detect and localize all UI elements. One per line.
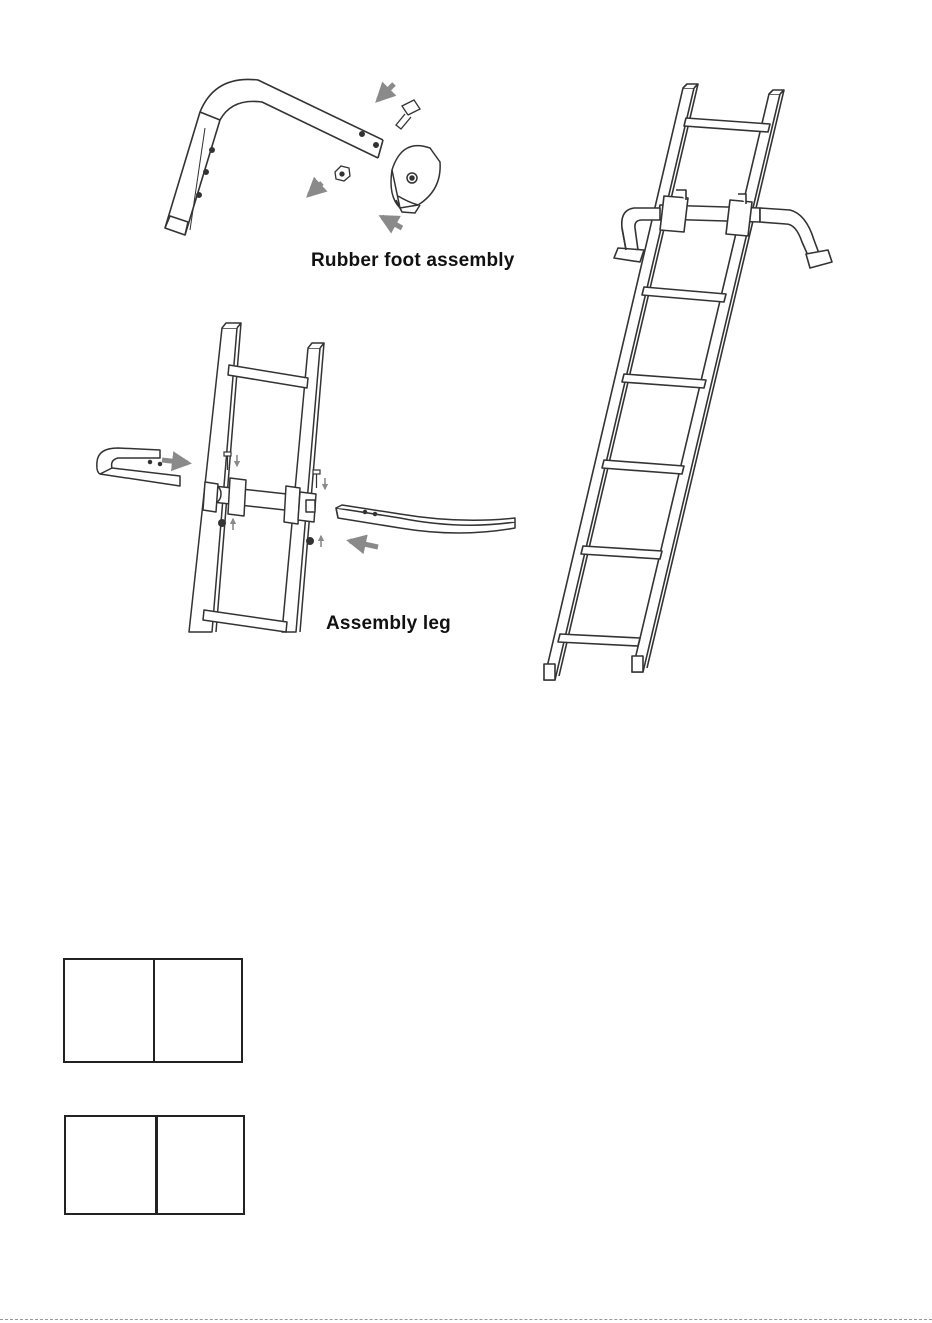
leg-tube-left xyxy=(97,448,180,486)
ladder-icon xyxy=(544,84,784,680)
arrow-icon xyxy=(309,84,402,228)
ladder-section-small xyxy=(189,323,324,632)
nut-icon xyxy=(335,166,350,181)
rubber-foot-icon xyxy=(391,146,440,213)
blank-box-1 xyxy=(63,958,243,1063)
box-divider xyxy=(153,960,155,1061)
caption-assembly-leg: Assembly leg xyxy=(326,613,451,634)
rubber-foot-leg-part xyxy=(165,79,383,235)
page-bottom-rule xyxy=(0,1319,932,1320)
bolt-icon xyxy=(396,100,420,129)
blank-box-2 xyxy=(64,1115,245,1215)
leg-tube-right xyxy=(336,505,515,533)
caption-rubber-foot-assembly: Rubber foot assembly xyxy=(311,250,515,271)
box-divider xyxy=(155,1117,158,1213)
